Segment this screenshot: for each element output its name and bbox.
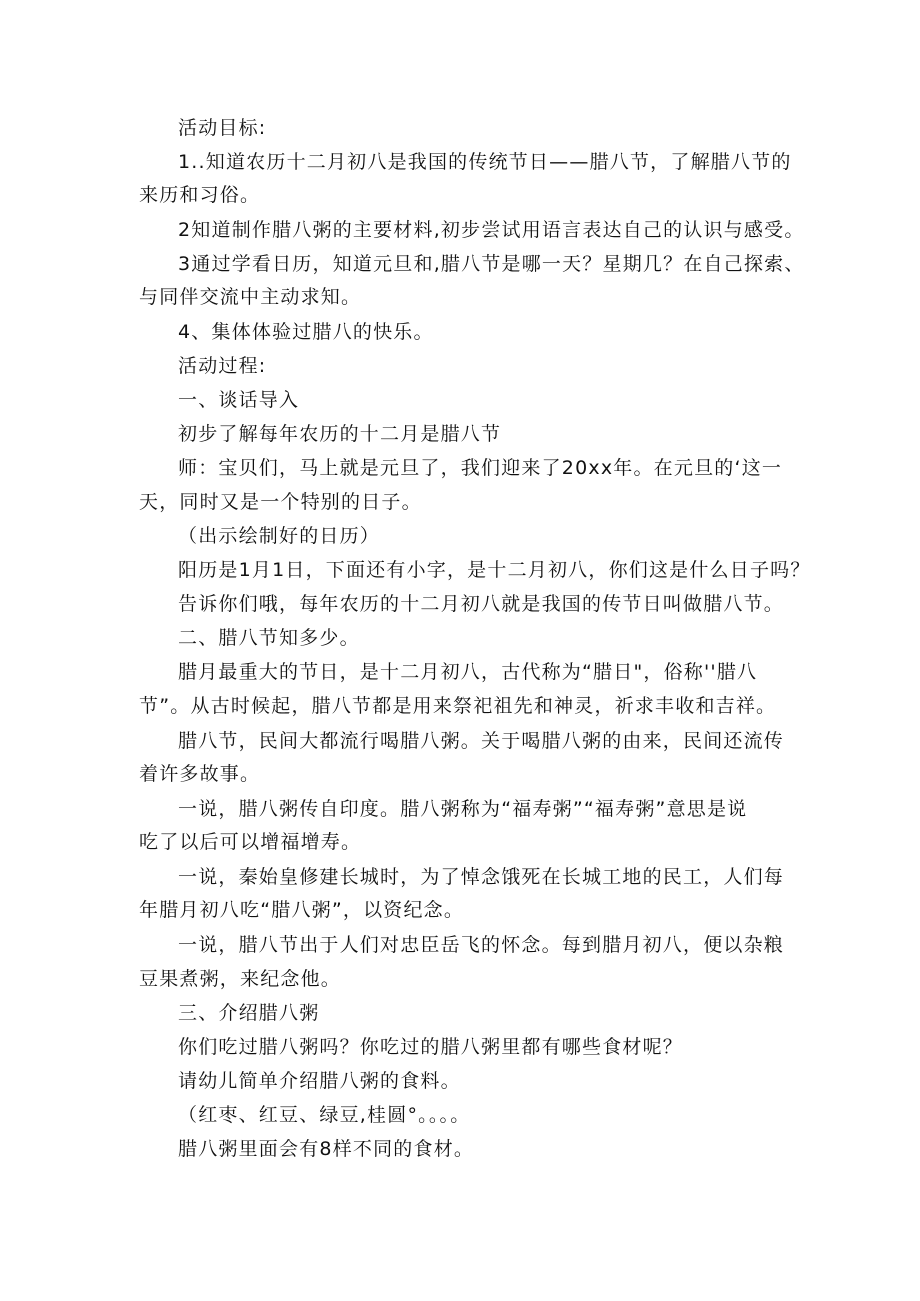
- paragraph-line: 年腊月初八吃“腊八粥”，以资纪念。: [139, 899, 465, 921]
- paragraph-line: 告诉你们哦，每年农历的十二月初八就是我国的传节日叫做腊八节。: [178, 593, 785, 615]
- paragraph-line: 腊八粥里面会有8样不同的食材。: [178, 1138, 475, 1160]
- section-heading: 三、介绍腊八粥: [178, 1002, 320, 1024]
- section-heading-activity-process: 活动过程:: [178, 355, 267, 377]
- paragraph-line: 3通过学看日历，知道元旦和,腊八节是哪一天？星期几？在自己探索、: [178, 253, 805, 275]
- paragraph-line: 来历和习俗。: [139, 184, 261, 206]
- paragraph-line: 节”。从古时候起，腊八节都是用来祭祀祖先和神灵，祈求丰收和吉祥。: [139, 695, 777, 717]
- paragraph-line: 豆果煮粥，来纪念他。: [139, 968, 342, 990]
- paragraph-line: 初步了解每年农历的十二月是腊八节: [178, 423, 502, 445]
- paragraph-line: 4、集体体验过腊八的快乐。: [178, 321, 434, 343]
- section-heading: 一、谈话导入: [178, 389, 300, 411]
- paragraph-line: 着许多故事。: [139, 763, 261, 785]
- paragraph-line: 吃了以后可以增福增寿。: [139, 831, 362, 853]
- paragraph-line: 天，同时又是一个特别的日子。: [139, 491, 422, 513]
- paragraph-line: 师：宝贝们，马上就是元旦了，我们迎来了20xx年。在元旦的‘这一: [178, 457, 783, 479]
- paragraph-line: 一说，腊八节出于人们对忠臣岳飞的怀念。每到腊月初八，便以杂粮: [178, 934, 785, 956]
- section-heading-activity-goals: 活动目标:: [178, 117, 267, 139]
- paragraph-line: 请幼儿简单介绍腊八粥的食料。: [178, 1070, 461, 1092]
- paragraph-line: （红枣、红豆、绿豆,桂圆°。。。。: [178, 1104, 471, 1126]
- paragraph-line: 阳历是1月1日，下面还有小字，是十二月初八，你们这是什么日子吗？: [178, 559, 811, 581]
- paragraph-line: 腊月最重大的节日，是十二月初八，古代称为“腊日"，俗称''腊八: [178, 661, 758, 683]
- paragraph-line: （出示绘制好的日历）: [178, 525, 381, 547]
- paragraph-line: 你们吃过腊八粥吗？你吃过的腊八粥里都有哪些食材呢？: [178, 1036, 684, 1058]
- paragraph-line: 2知道制作腊八粥的主要材料,初步尝试用语言表达自己的认识与感受。: [178, 219, 805, 241]
- paragraph-line: 与同伴交流中主动求知。: [139, 286, 362, 308]
- paragraph-line: 腊八节，民间大都流行喝腊八粥。关于喝腊八粥的由来，民间还流传: [178, 730, 785, 752]
- paragraph-line: 一说，腊八粥传自印度。腊八粥称为“福寿粥”“福寿粥”意思是说: [178, 798, 748, 820]
- section-heading: 二、腊八节知多少。: [178, 627, 360, 649]
- paragraph-line: 1..知道农历十二月初八是我国的传统节日——腊八节，了解腊八节的: [178, 151, 792, 173]
- paragraph-line: 一说，秦始皇修建长城时，为了悼念饿死在长城工地的民工，人们每: [178, 866, 785, 888]
